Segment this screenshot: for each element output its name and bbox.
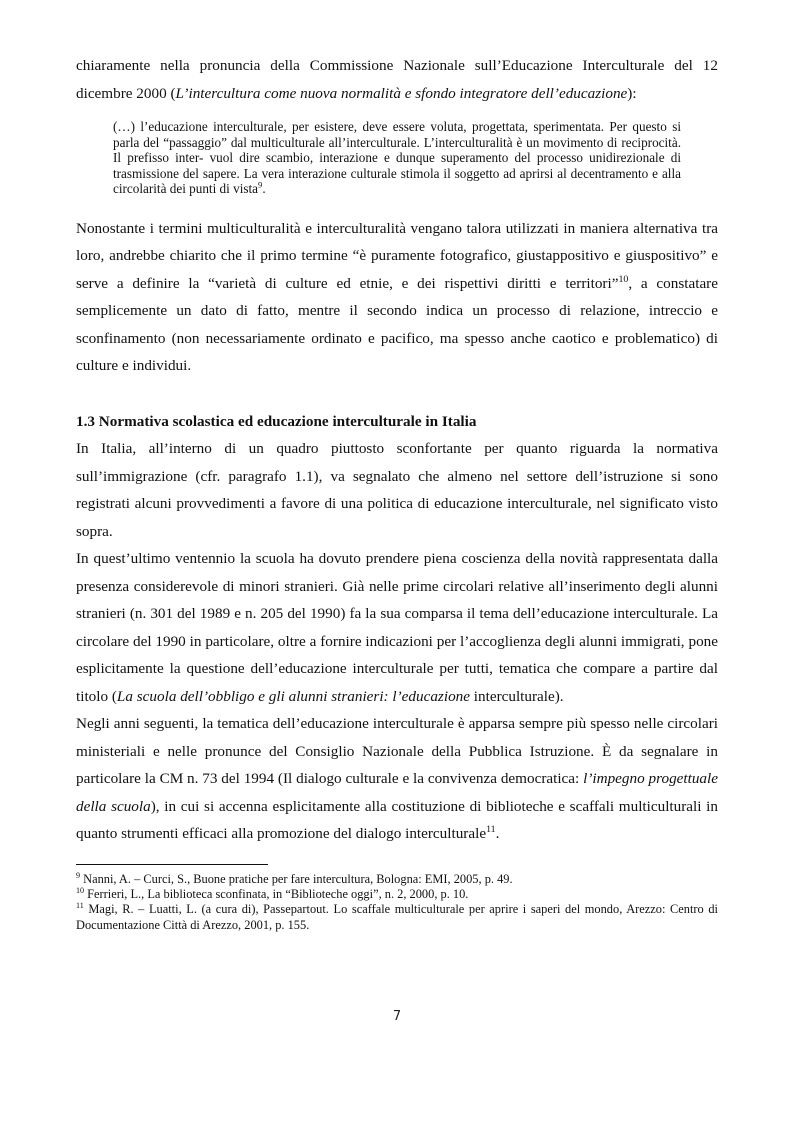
footnote-ref-9: 9 bbox=[258, 179, 263, 190]
footnote-number: 11 bbox=[76, 901, 84, 911]
quote-paragraph: (…) l’educazione interculturale, per esistere, deve essere voluta, progettata, sperimentata. Per questo si parla del “passaggio” dal multiculturale all’interculturale. L’interculturalità è un movimento di reciprocità. Il prefisso inter- vuol dire scambio, interazione e dunque superamento del processo unidirezionale di trasmissione del sapere. La vera interazione culturale stimola il soggetto ad aprirsi al decentramento e alla circolarità dei punti di vista$^9$. bbox=[113, 119, 681, 197]
p2-text-end: , a constatare semplicemente un dato di fatto, mentre il secondo indica un processo di relazione, intreccio e sconfinamento (non necessariamente ordinato e pacifico, ma spesso anche caotico e problematico) di culture e individui. bbox=[76, 274, 718, 375]
p4-italic-title: La scuola dell’obbligo e gli alunni stranieri: l’educazione bbox=[116, 687, 470, 705]
p2-text: Nonostante i termini multiculturalità e interculturalità vengano talora utilizzati in maniera alternativa tra loro, andrebbe chiarito che il primo termine “è puramente fotografico, giustappositivo e giuspositivo” e serve a definire la “varietà di culture ed etnie, e dei rispettivi diritti e territori” bbox=[76, 219, 718, 292]
footnote-11 bbox=[76, 902, 718, 932]
footnote-ref-10: 10 bbox=[618, 273, 629, 285]
p4-text: In quest’ultimo ventennio la scuola ha dovuto prendere piena coscienza della novità rappresentata dalla presenza considerevole di minori stranieri. Già nelle prime circolari relative all’inserimento degli alunni stranieri (n. 301 del 1989 e n. 205 del 1990) fa la sua comparsa il tema dell’educazione interculturale. La circolare del 1990 in particolare, oltre a fornire indicazioni per l’accoglienza degli alunni immigrati, pone esplicitamente la questione dell’educazione interculturale per tutti, tematica che compare a partire dal titolo ( bbox=[76, 550, 718, 705]
section-heading: 1.3 Normativa scolastica ed educazione interculturale in Italia bbox=[76, 412, 477, 430]
quote-text: (…) l’educazione interculturale, per esistere, deve essere voluta, progettata, sperimentata. Per questo si parla del “passaggio” dal multiculturale all’interculturale. L’interculturalità è un movimento di reciprocità. Il prefisso inter- vuol dire scambio, interazione e dunque superamento del processo unidirezionale di trasmissione del sapere. La vera interazione culturale stimola il soggetto ad aprirsi al decentramento e alla circolarità dei punti di vista bbox=[113, 119, 681, 197]
footnote-number: 9 bbox=[76, 870, 81, 880]
p5-text: Negli anni seguenti, la tematica dell’educazione interculturale è apparsa sempre più spesso nelle circolari ministeriali e nelle pronunce del Consiglio Nazionale della Pubblica Istruzione. È da segnalare in particolare la CM n. 73 del 1994 (Il dialogo culturale e la convivenza democratica: bbox=[76, 715, 718, 788]
p5-text-end: . bbox=[495, 825, 500, 843]
section-paragraph-3 bbox=[76, 710, 718, 848]
intro-text-end: ): bbox=[627, 84, 637, 102]
page-body bbox=[76, 52, 718, 933]
footnote-text: Ferrieri, L., La biblioteca sconfinata, in “Biblioteche oggi”, n. 2, 2000, p. 10. bbox=[84, 887, 469, 902]
footnote-ref-11: 11 bbox=[486, 824, 496, 836]
footnote-divider bbox=[76, 864, 268, 865]
footnote-10 bbox=[76, 887, 718, 902]
block-quote bbox=[113, 119, 681, 197]
footnote-text: Magi, R. – Luatti, L. (a cura di), Passepartout. Lo scaffale multiculturale per aprire i saperi del mondo, Arezzo: Centro di Documentazione Città di Arezzo, 2001, p. 155. bbox=[76, 902, 718, 932]
section-paragraph-1: In Italia, all’interno di un quadro piuttosto sconfortante per quanto riguarda la normativa sull’immigrazione (cfr. paragrafo 1.1), va segnalato che almeno nel settore dell’istruzione si sono registrati alcuni provvedimenti a favore di una politica di educazione interculturale, nel significato visto sopra. bbox=[76, 440, 718, 540]
p4-text-end: interculturale). bbox=[470, 687, 564, 705]
intro-paragraph bbox=[76, 52, 718, 107]
p5-italic-title: l’impegno progettuale della scuola bbox=[76, 770, 718, 815]
p5-text-mid: ), in cui si accenna esplicitamente alla costituzione di biblioteche e scaffali multiculturali in quanto strumenti efficaci alla promozione del dialogo interculturale bbox=[76, 797, 718, 843]
footnote-text: Nanni, A. – Curci, S., Buone pratiche per fare intercultura, Bologna: EMI, 2005, p. 49. bbox=[80, 871, 513, 886]
intro-text: chiaramente nella pronuncia della Commissione Nazionale sull’Educazione Interculturale del 12 dicembre 2000 ( bbox=[76, 57, 718, 102]
section-paragraph-2 bbox=[76, 545, 718, 710]
page-number: 7 bbox=[392, 1009, 402, 1024]
footnote-9 bbox=[76, 872, 718, 887]
intro-italic-title: L’intercultura come nuova normalità e sfondo integratore dell’educazione bbox=[175, 84, 628, 102]
multiculturalita-paragraph bbox=[76, 215, 718, 380]
footnotes bbox=[76, 872, 718, 933]
footnote-number: 10 bbox=[76, 886, 85, 896]
